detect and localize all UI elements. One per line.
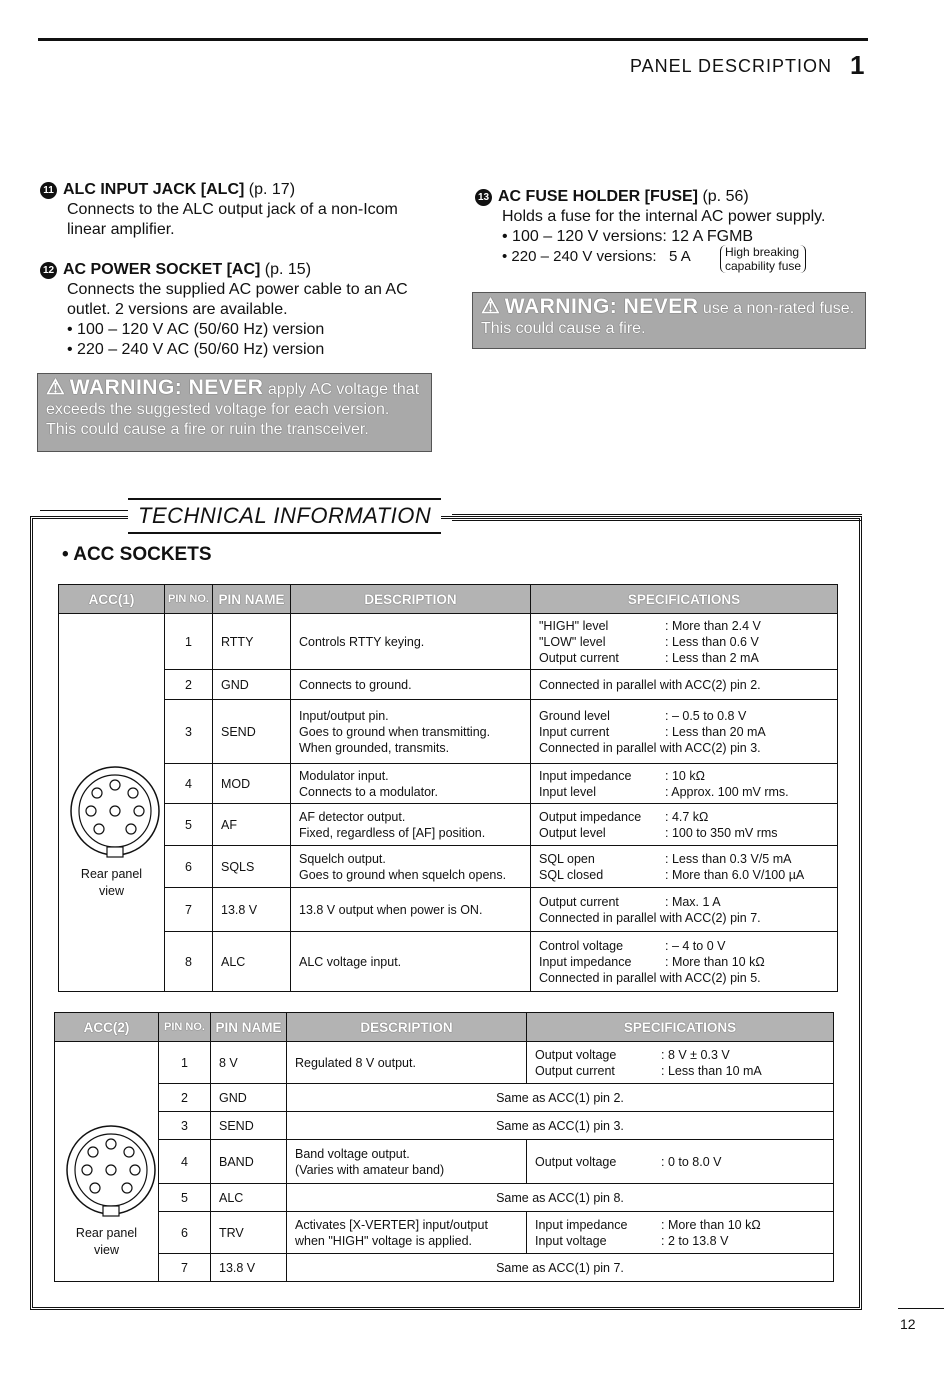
table-row bbox=[55, 1254, 834, 1282]
table-row bbox=[59, 614, 838, 670]
specification-cell bbox=[531, 932, 838, 992]
column-header: ACC(1) bbox=[59, 585, 165, 614]
specification-line bbox=[539, 677, 829, 693]
rear-panel-label: view bbox=[93, 1243, 119, 1257]
specification-cell bbox=[531, 846, 838, 888]
warning-box-fuse bbox=[472, 292, 866, 349]
pin-name: SQLS bbox=[213, 846, 291, 888]
acc2-table bbox=[54, 1012, 834, 1282]
rear-panel-label: Rear panel bbox=[80, 867, 143, 881]
warning-icon: ⚠ bbox=[481, 295, 501, 318]
specification-line bbox=[539, 910, 829, 926]
specification-value: : Approx. 100 mV rms. bbox=[665, 784, 789, 799]
description-cell bbox=[291, 846, 531, 888]
pin-number: 2 bbox=[159, 1084, 211, 1112]
pin-name: 13.8 V bbox=[211, 1254, 287, 1282]
description-cell bbox=[291, 700, 531, 764]
fuse-note-line: High breaking bbox=[725, 245, 800, 259]
specification-line bbox=[539, 618, 829, 634]
specification-line bbox=[539, 768, 829, 784]
specification-line bbox=[539, 809, 829, 825]
pin-number: 5 bbox=[165, 804, 213, 846]
column-header: SPECIFICATIONS bbox=[527, 1013, 834, 1042]
specification-key: Input level bbox=[539, 784, 596, 799]
specification-value: : Less than 0.3 V/5 mA bbox=[665, 851, 792, 866]
specification-line bbox=[535, 1233, 825, 1249]
table-row bbox=[59, 932, 838, 992]
specification-value: : 8 V ± 0.3 V bbox=[661, 1047, 730, 1062]
item-number-badge: 11 bbox=[40, 182, 57, 199]
technical-information-title: TECHNICAL INFORMATION bbox=[128, 498, 441, 534]
section-body: Connects the supplied AC power cable to an AC outlet. 2 versions are available. bbox=[67, 281, 408, 318]
description-cell bbox=[287, 1042, 527, 1084]
pin-number: 7 bbox=[159, 1254, 211, 1282]
table-row bbox=[59, 764, 838, 804]
description-line: Connects to a modulator. bbox=[299, 784, 438, 799]
description-line: Regulated 8 V output. bbox=[295, 1055, 416, 1070]
table-row bbox=[55, 1140, 834, 1184]
fuse-note bbox=[720, 245, 806, 273]
column-header: PIN NAME bbox=[211, 1013, 287, 1042]
specification-key: Output voltage bbox=[535, 1154, 617, 1169]
specification-key: Output current bbox=[539, 650, 619, 665]
pin-name: ALC bbox=[211, 1184, 287, 1212]
specification-line bbox=[539, 740, 829, 756]
specification-note: Connected in parallel with ACC(2) pin 5. bbox=[539, 970, 761, 985]
description-cell bbox=[287, 1212, 527, 1254]
specification-key: SQL open bbox=[539, 851, 595, 866]
rear-panel-label: Rear panel bbox=[75, 1226, 138, 1240]
pin-number: 4 bbox=[159, 1140, 211, 1184]
description-cell bbox=[291, 614, 531, 670]
specification-line bbox=[539, 784, 829, 800]
pin-number: 2 bbox=[165, 670, 213, 700]
section-title: ALC INPUT JACK [ALC] bbox=[63, 181, 245, 198]
specification-key: Input voltage bbox=[535, 1233, 607, 1248]
acc1-table bbox=[58, 584, 838, 992]
specification-key: Output current bbox=[535, 1063, 615, 1078]
specification-line bbox=[539, 650, 829, 666]
table-row bbox=[55, 1212, 834, 1254]
pin-number: 1 bbox=[159, 1042, 211, 1084]
specification-cell bbox=[531, 700, 838, 764]
pin-number: 5 bbox=[159, 1184, 211, 1212]
specification-line bbox=[535, 1047, 825, 1063]
pin-number: 7 bbox=[165, 888, 213, 932]
pin-number: 4 bbox=[165, 764, 213, 804]
rear-panel-cell bbox=[55, 1042, 159, 1282]
specification-line bbox=[539, 825, 829, 841]
same-as-cell: Same as ACC(1) pin 8. bbox=[287, 1184, 834, 1212]
page-header-title: PANEL DESCRIPTION bbox=[630, 56, 833, 76]
warning-label: WARNING: NEVER bbox=[504, 295, 699, 318]
acc-sockets-heading: • ACC SOCKETS bbox=[62, 544, 212, 565]
acc1-header-row bbox=[59, 585, 838, 614]
pin-name: 13.8 V bbox=[213, 888, 291, 932]
table-row bbox=[59, 700, 838, 764]
description-line: when "HIGH" voltage is applied. bbox=[295, 1233, 473, 1248]
specification-value: : Less than 0.6 V bbox=[665, 634, 759, 649]
specification-cell bbox=[527, 1042, 834, 1084]
specification-line bbox=[539, 867, 829, 883]
specification-cell bbox=[527, 1140, 834, 1184]
specification-value: : 0 to 8.0 V bbox=[661, 1154, 722, 1169]
specification-value: : 10 kΩ bbox=[665, 768, 705, 783]
specification-value: : Max. 1 A bbox=[665, 894, 721, 909]
specification-cell bbox=[531, 888, 838, 932]
column-header: PIN NO. bbox=[165, 585, 213, 614]
warning-label: WARNING: NEVER bbox=[69, 376, 264, 399]
ac-power-section bbox=[40, 260, 440, 360]
specification-value: : More than 6.0 V/100 µA bbox=[665, 867, 805, 882]
specification-value: : Less than 10 mA bbox=[661, 1063, 762, 1078]
specification-line bbox=[539, 724, 829, 740]
rear-panel-label: view bbox=[98, 884, 124, 898]
ac-fuse-section bbox=[475, 187, 855, 273]
page-number: 12 bbox=[900, 1316, 916, 1332]
same-as-cell: Same as ACC(1) pin 3. bbox=[287, 1112, 834, 1140]
specification-note: Connected in parallel with ACC(2) pin 3. bbox=[539, 740, 761, 755]
specification-value: : Less than 2 mA bbox=[665, 650, 759, 665]
specification-cell bbox=[531, 804, 838, 846]
page-reference: (p. 56) bbox=[702, 188, 749, 205]
description-line: Connects to ground. bbox=[299, 677, 412, 692]
warning-text: use a non-rated fuse. This could cause a fire. bbox=[481, 300, 855, 337]
description-line: AF detector output. bbox=[299, 809, 406, 824]
specification-key: Input impedance bbox=[539, 768, 632, 783]
specification-value: : More than 10 kΩ bbox=[661, 1217, 761, 1232]
specification-line bbox=[539, 970, 829, 986]
rear-panel-cell bbox=[59, 614, 165, 992]
section-body: Holds a fuse for the internal AC power supply. bbox=[502, 208, 826, 225]
pin-name: 8 V bbox=[211, 1042, 287, 1084]
pin-number: 3 bbox=[165, 700, 213, 764]
title-rule-right bbox=[452, 514, 862, 521]
top-rule bbox=[38, 38, 868, 41]
specification-key: Control voltage bbox=[539, 938, 624, 953]
specification-value: : 2 to 13.8 V bbox=[661, 1233, 729, 1248]
table-row bbox=[59, 670, 838, 700]
description-line: 13.8 V output when power is ON. bbox=[299, 902, 483, 917]
specification-key: Output current bbox=[539, 894, 619, 909]
specification-line bbox=[539, 938, 829, 954]
item-number-badge: 12 bbox=[40, 262, 57, 279]
warning-icon: ⚠ bbox=[46, 376, 66, 399]
pin-name: SEND bbox=[213, 700, 291, 764]
table-row bbox=[55, 1112, 834, 1140]
section-title: AC POWER SOCKET [AC] bbox=[63, 261, 261, 278]
table-row bbox=[59, 846, 838, 888]
description-line: Squelch output. bbox=[299, 851, 386, 866]
section-title: AC FUSE HOLDER [FUSE] bbox=[498, 188, 698, 205]
description-line: (Varies with amateur band) bbox=[295, 1162, 445, 1177]
bullet-item: • 100 – 120 V AC (50/60 Hz) version bbox=[67, 321, 325, 338]
specification-key: Output impedance bbox=[539, 809, 642, 824]
description-line: Input/output pin. bbox=[299, 708, 389, 723]
specification-value: : 4.7 kΩ bbox=[665, 809, 709, 824]
specification-key: Output level bbox=[539, 825, 606, 840]
table-row bbox=[55, 1042, 834, 1084]
chapter-number: 1 bbox=[850, 50, 865, 80]
pin-name: MOD bbox=[213, 764, 291, 804]
table-row bbox=[55, 1184, 834, 1212]
description-line: ALC voltage input. bbox=[299, 954, 402, 969]
pin-name: TRV bbox=[211, 1212, 287, 1254]
item-number-badge: 13 bbox=[475, 189, 492, 206]
column-header: PIN NO. bbox=[159, 1013, 211, 1042]
warning-box-ac-voltage bbox=[37, 373, 432, 452]
specification-key: SQL closed bbox=[539, 867, 604, 882]
pin-name: AF bbox=[213, 804, 291, 846]
same-as-cell: Same as ACC(1) pin 2. bbox=[287, 1084, 834, 1112]
column-header: SPECIFICATIONS bbox=[531, 585, 838, 614]
column-header: ACC(2) bbox=[55, 1013, 159, 1042]
description-line: Goes to ground when transmitting. bbox=[299, 724, 491, 739]
specification-line bbox=[539, 894, 829, 910]
description-cell bbox=[291, 932, 531, 992]
table-row bbox=[59, 888, 838, 932]
specification-value: : – 0.5 to 0.8 V bbox=[665, 708, 747, 723]
din-connector-icon bbox=[63, 1124, 159, 1220]
specification-key: Ground level bbox=[539, 708, 610, 723]
specification-value: : More than 2.4 V bbox=[665, 618, 761, 633]
specification-line bbox=[539, 634, 829, 650]
specification-key: Input impedance bbox=[539, 954, 632, 969]
specification-note: Connected in parallel with ACC(2) pin 2. bbox=[539, 677, 761, 692]
description-line: Goes to ground when squelch opens. bbox=[299, 867, 507, 882]
warning-text: apply AC voltage that exceeds the suggested voltage for each version. This could cause a fire or ruin the transceiver. bbox=[46, 381, 420, 438]
specification-cell bbox=[531, 670, 838, 700]
pin-name: GND bbox=[211, 1084, 287, 1112]
description-cell bbox=[287, 1140, 527, 1184]
section-body: Connects to the ALC output jack of a non-Icom linear amplifier. bbox=[67, 201, 398, 238]
pin-name: RTTY bbox=[213, 614, 291, 670]
specification-line bbox=[535, 1063, 825, 1079]
pin-number: 6 bbox=[159, 1212, 211, 1254]
description-cell bbox=[291, 670, 531, 700]
bullet-item-220 bbox=[475, 247, 855, 273]
specification-line bbox=[535, 1217, 825, 1233]
specification-cell bbox=[531, 764, 838, 804]
description-cell bbox=[291, 764, 531, 804]
specification-cell bbox=[527, 1212, 834, 1254]
description-line: When grounded, transmits. bbox=[299, 740, 450, 755]
pin-number: 3 bbox=[159, 1112, 211, 1140]
pin-number: 6 bbox=[165, 846, 213, 888]
specification-value: : More than 10 kΩ bbox=[665, 954, 765, 969]
title-rule-left bbox=[40, 510, 130, 517]
specification-key: "HIGH" level bbox=[539, 618, 609, 633]
description-cell bbox=[291, 888, 531, 932]
pin-name: BAND bbox=[211, 1140, 287, 1184]
fuse-note-line: capability fuse bbox=[725, 259, 802, 273]
description-cell bbox=[291, 804, 531, 846]
specification-key: Input current bbox=[539, 724, 610, 739]
specification-key: Output voltage bbox=[535, 1047, 617, 1062]
pin-number: 8 bbox=[165, 932, 213, 992]
pin-name: ALC bbox=[213, 932, 291, 992]
description-line: Band voltage output. bbox=[295, 1146, 410, 1161]
specification-line bbox=[535, 1154, 825, 1170]
pin-number: 1 bbox=[165, 614, 213, 670]
description-line: Controls RTTY keying. bbox=[299, 634, 425, 649]
table-row bbox=[59, 804, 838, 846]
column-header: DESCRIPTION bbox=[291, 585, 531, 614]
specification-value: : 100 to 350 mV rms bbox=[665, 825, 778, 840]
description-line: Activates [X-VERTER] input/output bbox=[295, 1217, 488, 1232]
same-as-cell: Same as ACC(1) pin 7. bbox=[287, 1254, 834, 1282]
specification-line bbox=[539, 954, 829, 970]
specification-key: Input impedance bbox=[535, 1217, 628, 1232]
specification-note: Connected in parallel with ACC(2) pin 7. bbox=[539, 910, 761, 925]
column-header: PIN NAME bbox=[213, 585, 291, 614]
column-header: DESCRIPTION bbox=[287, 1013, 527, 1042]
footer-rule bbox=[898, 1308, 944, 1309]
specification-value: : Less than 20 mA bbox=[665, 724, 766, 739]
bullet-text: • 220 – 240 V versions: 5 A bbox=[502, 248, 691, 265]
description-line: Fixed, regardless of [AF] position. bbox=[299, 825, 486, 840]
description-line: Modulator input. bbox=[299, 768, 389, 783]
alc-input-section bbox=[40, 180, 440, 240]
pin-name: SEND bbox=[211, 1112, 287, 1140]
bullet-item: • 100 – 120 V versions: 12 A FGMB bbox=[502, 228, 754, 245]
specification-key: "LOW" level bbox=[539, 634, 606, 649]
specification-line bbox=[539, 851, 829, 867]
pin-name: GND bbox=[213, 670, 291, 700]
specification-cell bbox=[531, 614, 838, 670]
page-reference: (p. 15) bbox=[264, 261, 312, 278]
specification-value: : – 4 to 0 V bbox=[665, 938, 726, 953]
table-row bbox=[55, 1084, 834, 1112]
din-connector-icon bbox=[67, 765, 163, 861]
acc2-header-row bbox=[55, 1013, 834, 1042]
specification-line bbox=[539, 708, 829, 724]
bullet-item: • 220 – 240 V AC (50/60 Hz) version bbox=[67, 341, 325, 358]
page-reference: (p. 17) bbox=[248, 181, 296, 198]
